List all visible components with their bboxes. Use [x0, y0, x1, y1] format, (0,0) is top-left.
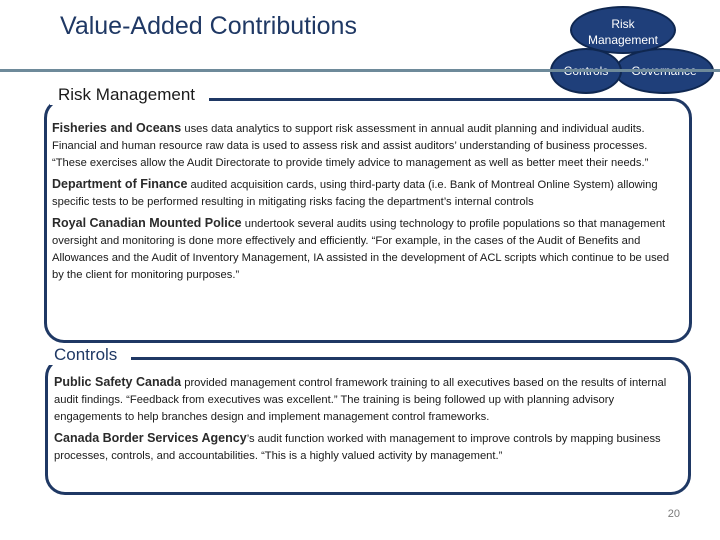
risk-item-text: undertook several audits using technology to profile populations so that management oversight and monitoring is done more effectively and efficiently. “For example, in the cases of the Audit of Benefits and Allowances and the Audit of Inventory Management, IA assisted in the development of ACL scripts which continue to be used by the client for monitoring purposes.” [52, 218, 670, 281]
nav-oval-risk-label-line1: Risk [611, 17, 635, 31]
page-number: 20 [667, 508, 680, 520]
controls-item [54, 430, 682, 465]
controls-item-org: Public Safety Canada [54, 375, 182, 389]
controls-item-org: Canada Border Services Agency [54, 431, 247, 445]
risk-item [52, 215, 684, 284]
risk-management-heading: Risk Management [50, 85, 209, 105]
risk-item-org: Royal Canadian Mounted Police [52, 216, 242, 230]
risk-item-text: audited acquisition cards, using third-party data (i.e. Bank of Montreal Online System) allowing specific tests to be performed resulting in mitigating risks facing the department’s internal controls [52, 179, 658, 208]
risk-management-content [52, 120, 684, 288]
controls-item-text: provided management control framework training to all executives based on the results of internal audit findings. “Feedback from executives was excellent.” The training is being followed up with planning advisory engagements to help branches design and implement management control frameworks. [54, 377, 667, 423]
page-title: Value-Added Contributions [60, 12, 357, 40]
risk-item [52, 176, 684, 211]
risk-item-text: uses data analytics to support risk assessment in annual audit planning and individual audits. Financial and human resource raw data is used to assess risk and assist auditors’ understanding of business processes. “These exercises allow the Audit Directorate to provide timely advice to management as well as better meet their needs.” [52, 123, 649, 169]
risk-item-org: Fisheries and Oceans [52, 121, 182, 135]
controls-item [54, 374, 682, 426]
header-divider [0, 69, 720, 72]
nav-oval-risk-management[interactable] [570, 6, 676, 54]
controls-heading: Controls [46, 345, 131, 365]
controls-item-text: ’s audit function worked with management to improve controls by mapping business processes, controls, and accountabilities. “This is a highly valued activity by management.” [54, 433, 661, 462]
nav-oval-risk-label-line2: Management [587, 33, 659, 47]
risk-item-org: Department of Finance [52, 177, 188, 191]
risk-item [52, 120, 684, 172]
controls-content [54, 374, 682, 469]
